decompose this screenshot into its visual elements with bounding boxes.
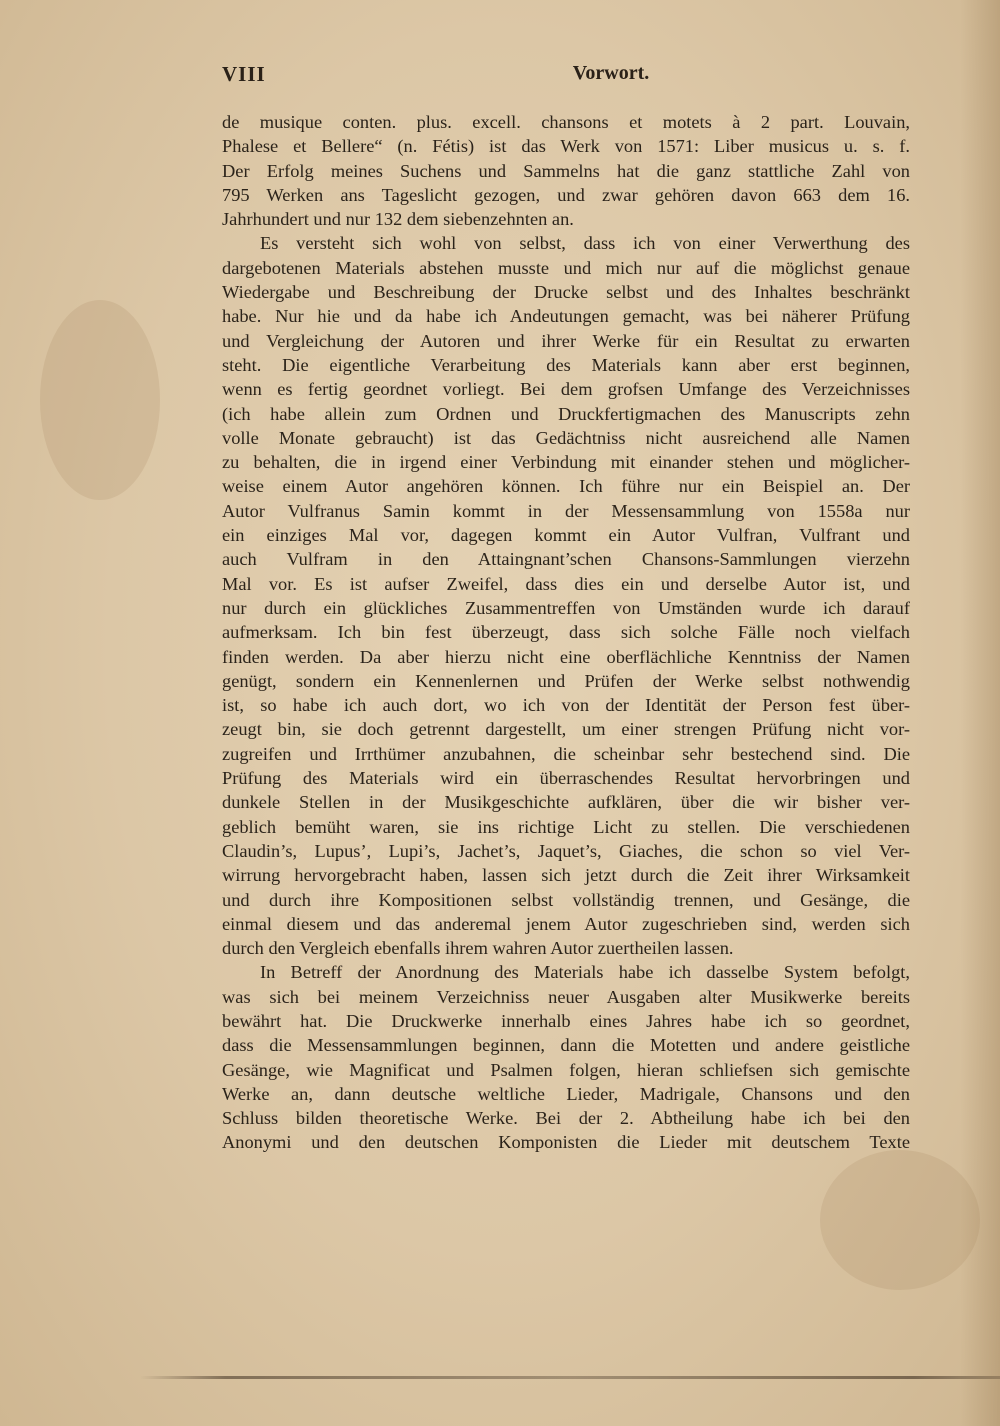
text-line: aufmerksam. Ich bin fest überzeugt, dass sich solche Fälle noch vielfach <box>222 622 910 643</box>
text-line: zeugt bin, sie doch getrennt dargestellt, um einer strengen Prüfung nicht vor- <box>222 719 910 740</box>
text-line: Prüfung des Materials wird ein überraschendes Resultat hervorbringen und <box>222 768 910 789</box>
text-line: Autor Vulfranus Samin kommt in der Messensammlung von 1558a nur <box>222 500 910 521</box>
text-line: weise einem Autor angehören können. Ich führe nur ein Beispiel an. Der <box>222 476 910 497</box>
text-line: wenn es fertig geordnet vorliegt. Bei dem grofsen Umfange des Verzeichnisses <box>222 379 910 400</box>
paper-stain <box>820 1150 980 1290</box>
text-line: Anonymi und den deutschen Komponisten die Lieder mit deutschem Texte <box>222 1132 910 1153</box>
text-line: Gesänge, wie Magnificat und Psalmen folgen, hieran schliefsen sich gemischte <box>222 1059 910 1080</box>
text-line: Claudin’s, Lupus’, Lupi’s, Jachet’s, Jaquet’s, Giaches, die schon so viel Ver- <box>222 840 910 861</box>
text-line: de musique conten. plus. excell. chansons et motets à 2 part. Louvain, <box>222 112 910 132</box>
text-line: (ich habe allein zum Ordnen und Druckfertigmachen des Manuscripts zehn <box>222 403 910 424</box>
text-line: habe. Nur hie und da habe ich Andeutungen gemacht, was bei näherer Prüfung <box>222 306 910 327</box>
text-line: 795 Werken ans Tageslicht gezogen, und zwar gehören davon 663 dem 16. <box>222 184 910 205</box>
text-line: dunkele Stellen in der Musikgeschichte aufklären, über die wir bisher ver- <box>222 792 910 813</box>
text-line: ein einziges Mal vor, dagegen kommt ein Autor Vulfran, Vulfrant und <box>222 525 910 546</box>
text-line: dargebotenen Materials abstehen musste und mich nur auf die möglichst genaue <box>222 257 910 278</box>
paper-stain <box>40 300 160 500</box>
text-line: wirrung hervorgebracht haben, lassen sich jetzt durch die Zeit ihrer Wirksamkeit <box>222 865 910 886</box>
text-line: was sich bei meinem Verzeichniss neuer Ausgaben alter Musikwerke bereits <box>222 986 910 1007</box>
text-line: Mal vor. Es ist aufser Zweifel, dass dies ein und derselbe Autor ist, und <box>222 573 910 594</box>
text-line: ist, so habe ich auch dort, wo ich von der Identität der Person fest über- <box>222 695 910 716</box>
text-line: steht. Die eigentliche Verarbeitung des Materials kann aber erst beginnen, <box>222 354 910 375</box>
text-line: und durch ihre Kompositionen selbst vollständig trennen, und Gesänge, die <box>222 889 910 910</box>
text-line: auch Vulfram in den Attaingnant’schen Chansons-Sammlungen vierzehn <box>222 549 910 570</box>
text-line: Werke an, dann deutsche weltliche Lieder, Madrigale, Chansons und den <box>222 1083 910 1104</box>
running-head <box>222 62 910 92</box>
page-number: VIII <box>222 62 266 86</box>
text-line: zu behalten, die in irgend einer Verbindung mit einander stehen und möglicher- <box>222 452 910 473</box>
text-line: volle Monate gebraucht) ist das Gedächtniss nicht ausreichend alle Namen <box>222 427 910 448</box>
text-line: Jahrhundert und nur 132 dem siebenzehnten an. <box>222 209 574 230</box>
text-line: finden werden. Da aber hierzu nicht eine oberflächliche Kenntniss der Namen <box>222 646 910 667</box>
text-line: bewährt hat. Die Druckwerke innerhalb eines Jahres habe ich so geordnet, <box>222 1010 910 1031</box>
text-line: Schluss bilden theoretische Werke. Bei der 2. Abtheilung habe ich bei den <box>222 1108 910 1129</box>
text-line: geblich bemüht waren, sie ins richtige Licht zu stellen. Die verschiedenen <box>222 816 910 837</box>
text-line: durch den Vergleich ebenfalls ihrem wahren Autor zuertheilen lassen. <box>222 938 734 959</box>
text-line: zugreifen und Irrthümer anzubahnen, die scheinbar sehr bestechend sind. Die <box>222 743 910 764</box>
text-line: und Vergleichung der Autoren und ihrer Werke für ein Resultat zu erwarten <box>222 330 910 351</box>
text-line: Der Erfolg meines Suchens und Sammelns hat die ganz stattliche Zahl von <box>222 160 910 181</box>
text-line: einmal diesem und das anderemal jenem Autor zugeschrieben sind, werden sich <box>222 913 910 934</box>
text-line: Wiedergabe und Beschreibung der Drucke selbst und des Inhaltes beschränkt <box>222 282 910 303</box>
text-line: dass die Messensammlungen beginnen, dann die Motetten und andere geistliche <box>222 1035 910 1056</box>
text-line: nur durch ein glückliches Zusammentreffen von Umständen wurde ich darauf <box>222 597 910 618</box>
text-line: Es versteht sich wohl von selbst, dass ich von einer Verwerthung des <box>260 233 910 254</box>
running-title: Vorwort. <box>572 62 650 84</box>
bottom-edge-line <box>140 1376 1000 1379</box>
body-text <box>222 110 910 1155</box>
text-line: In Betreff der Anordnung des Materials habe ich dasselbe System befolgt, <box>260 962 910 983</box>
text-line: genügt, sondern ein Kennenlernen und Prüfen der Werke selbst nothwendig <box>222 670 910 691</box>
text-line: Phalese et Bellere“ (n. Fétis) ist das Werk von 1571: Liber musicus u. s. f. <box>222 136 910 157</box>
page-edge-shadow <box>960 0 1000 1426</box>
